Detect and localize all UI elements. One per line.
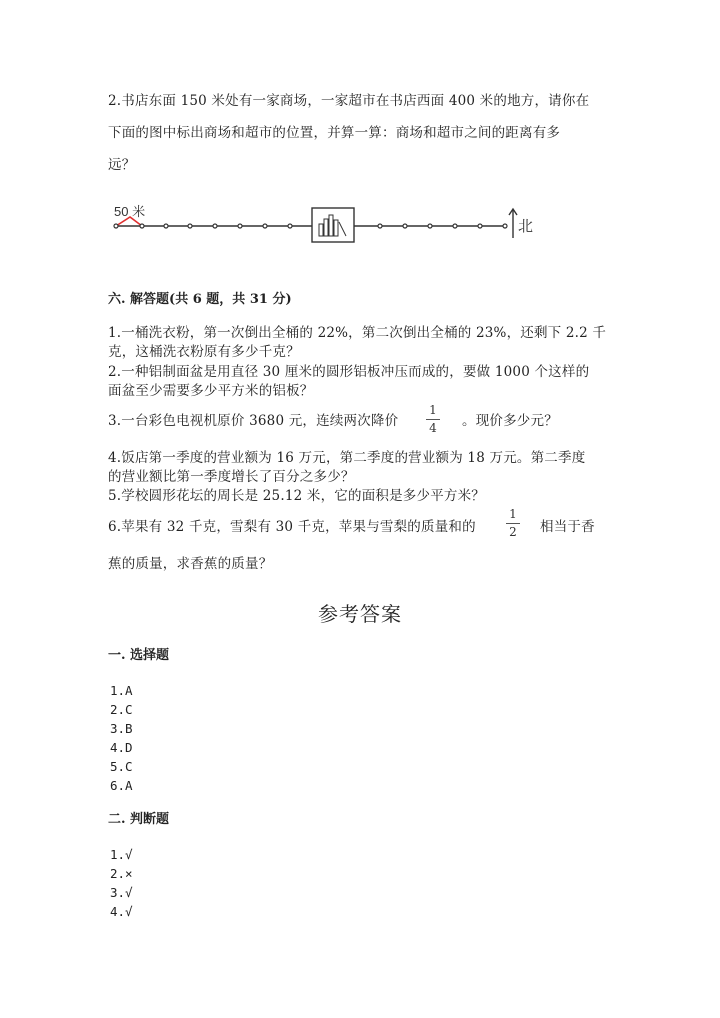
q6-frac-num: 1 bbox=[509, 507, 517, 521]
map-dot bbox=[263, 224, 267, 228]
q6-text: 6.苹果有 32 千克，雪梨有 30 千克，苹果与雪梨的质量和的 bbox=[108, 519, 476, 535]
q5-text: 5.学校圆形花坛的周长是 25.12 米，它的面积是多少平方米？ bbox=[108, 488, 486, 504]
north-label: 北 bbox=[518, 217, 534, 235]
q3-frac-den: 4 bbox=[429, 421, 437, 435]
answer-item: 3.B bbox=[110, 721, 133, 736]
q3-text-after: 。现价多少元？ bbox=[462, 413, 558, 429]
problem2-line3: 远？ bbox=[108, 157, 136, 173]
map-dot bbox=[478, 224, 482, 228]
q2-line1: 2.一种铝制面盆是用直径 30 厘米的圆形铝板冲压而成的，要做 1000 个这样的 bbox=[108, 364, 590, 380]
map-dot bbox=[114, 224, 118, 228]
q4-line2: 的营业额比第一季度增长了百分之多少？ bbox=[108, 469, 355, 485]
answers-sec1-heading: 一. 选择题 bbox=[108, 648, 170, 663]
map-dot bbox=[503, 224, 507, 228]
answer-item: 4.D bbox=[110, 740, 133, 755]
q3-text: 3.一台彩色电视机原价 3680 元，连续两次降价 bbox=[108, 413, 399, 429]
map-dot bbox=[428, 224, 432, 228]
answer-item: 5.C bbox=[110, 759, 133, 774]
answers-sec2-list bbox=[110, 845, 133, 921]
problem2-line1: 2.书店东面 150 米处有一家商场，一家超市在书店西面 400 米的地方，请你在 bbox=[108, 93, 590, 109]
answer-item: 2.C bbox=[110, 702, 133, 717]
map-dot bbox=[378, 224, 382, 228]
map-dot bbox=[164, 224, 168, 228]
map-dot bbox=[213, 224, 217, 228]
map-dot bbox=[238, 224, 242, 228]
q4-line1: 4.饭店第一季度的营业额为 16 万元，第二季度的营业额为 18 万元。第二季度 bbox=[108, 450, 586, 466]
q6-frac-den: 2 bbox=[509, 525, 517, 539]
map-dot bbox=[140, 224, 144, 228]
answer-item: 1.√ bbox=[110, 847, 133, 862]
map-dot bbox=[188, 224, 192, 228]
answer-item: 3.√ bbox=[110, 885, 133, 900]
map-dot bbox=[288, 224, 292, 228]
answers-sec2-heading: 二. 判断题 bbox=[108, 812, 170, 827]
q1-line2: 克，这桶洗衣粉原有多少千克？ bbox=[108, 344, 300, 360]
q1-line1: 1.一桶洗衣粉，第一次倒出全桶的 22%，第二次倒出全桶的 23%，还剩下 2.2 千 bbox=[108, 325, 607, 341]
section6-heading: 六. 解答题(共 6 题，共 31 分) bbox=[108, 292, 292, 307]
map-dot bbox=[453, 224, 457, 228]
q6-text-after: 相当于香 bbox=[540, 519, 595, 535]
answer-item: 2.× bbox=[110, 866, 133, 881]
q3-frac-num: 1 bbox=[429, 403, 437, 417]
scale-label: 50 米 bbox=[114, 204, 146, 219]
q6-line2: 蕉的质量，求香蕉的质量？ bbox=[108, 556, 273, 572]
map-dot bbox=[403, 224, 407, 228]
map-diagram bbox=[108, 200, 538, 245]
answer-item: 4.√ bbox=[110, 904, 133, 919]
answer-item: 6.A bbox=[110, 778, 133, 793]
q3-fraction bbox=[426, 403, 440, 436]
problem2-line2: 下面的图中标出商场和超市的位置，并算一算：商场和超市之间的距离有多 bbox=[108, 125, 561, 141]
answers-sec1-list bbox=[110, 681, 133, 795]
q6-fraction bbox=[506, 507, 520, 540]
answer-item: 1.A bbox=[110, 683, 133, 698]
q2-line2: 面盆至少需要多少平方米的铝板？ bbox=[108, 383, 314, 399]
answers-title: 参考答案 bbox=[318, 602, 402, 626]
